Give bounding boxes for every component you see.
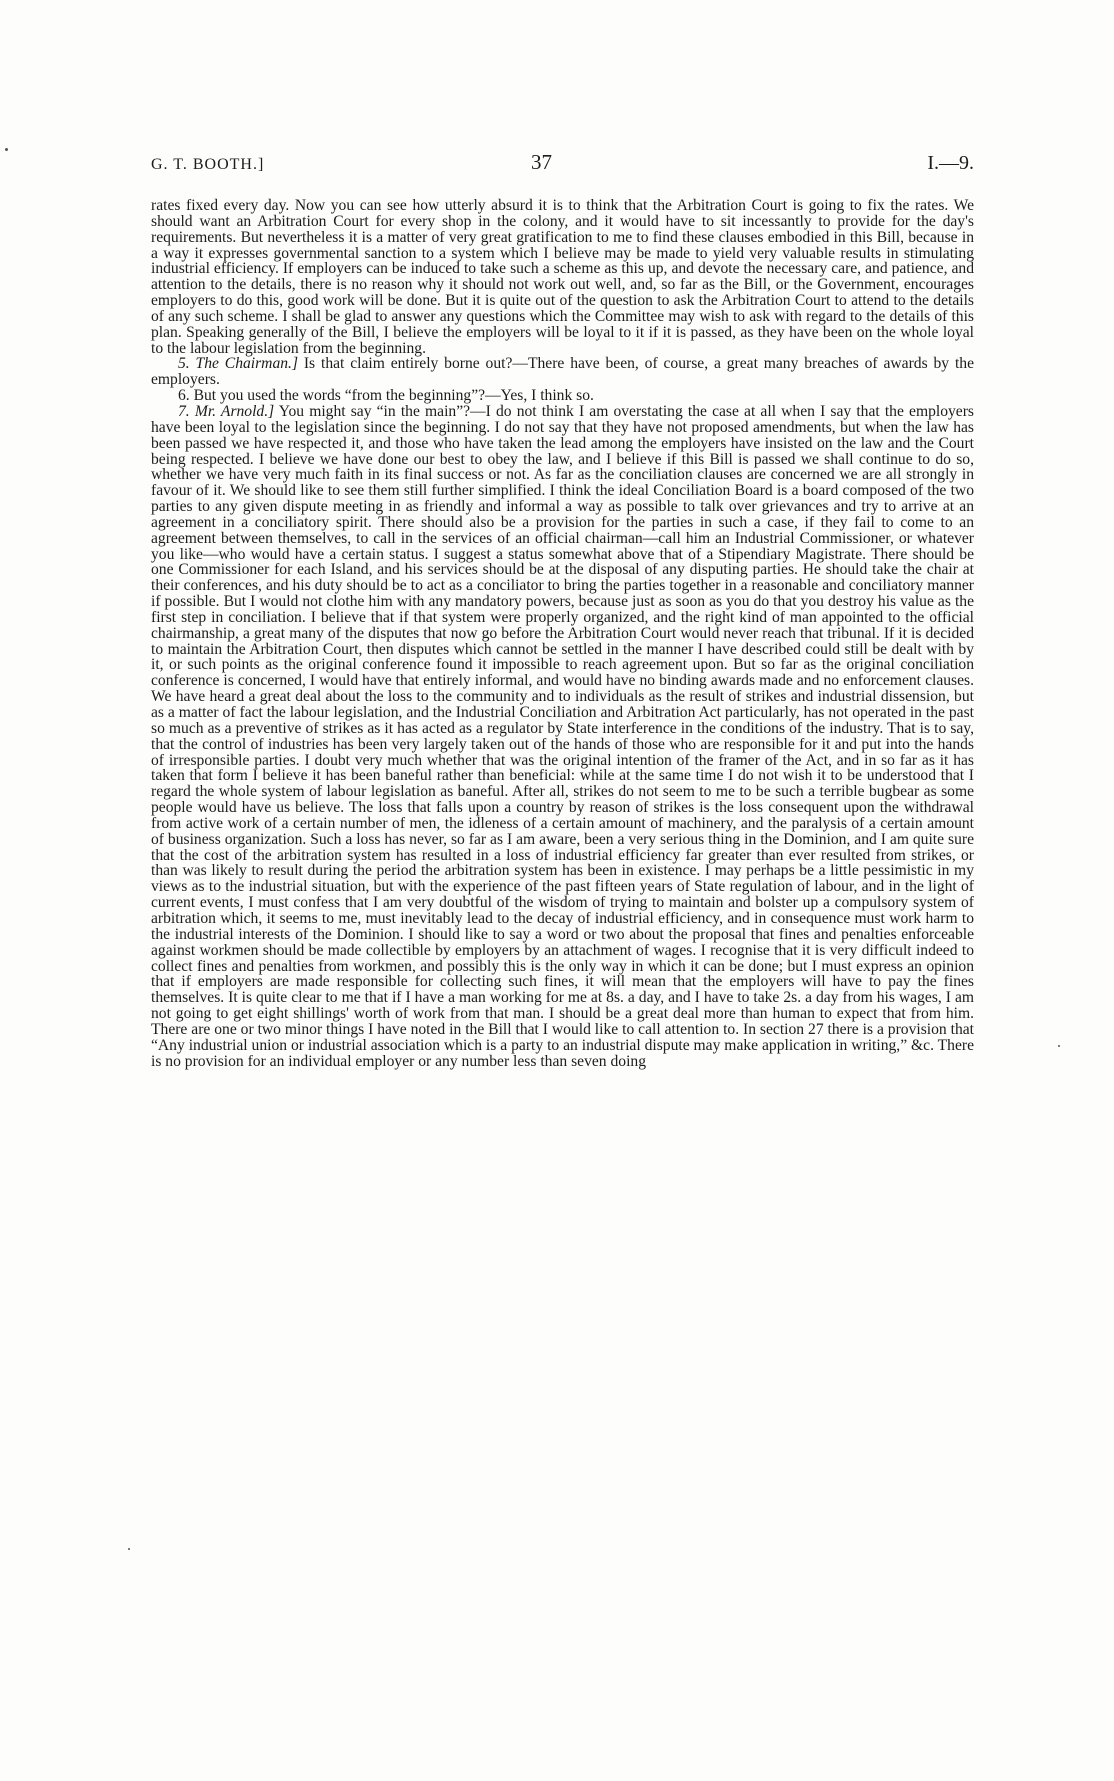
paragraph-text: You might say “in the main”?—I do not think I am overstating the case at all when I say that the employers have been loyal to the legislation since the beginning. I do not say that they have not proposed amendments, but when the law has been passed we have respected it, and those who have taken the lead among the employers have insisted on the law and the Court being respected. I believe we have done our best to obey the law, and I believe if this Bill is passed we shall continue to do so, whether we have very much faith in its final success or not. As far as the conciliation clauses are concerned we are all strongly in favour of it. We should like to see them still further simplified. I think the ideal Conciliation Board is a board composed of the two parties to any given dispute meeting in as friendly and informal a way as possible to talk over grievances and try to arrive at an agreement in a conciliatory spirit. There should also be a provision for the parties in such a case, if they fail to come to an agreement between themselves, to call in the services of an official chairman—call him an Industrial Commissioner, or whatever you like—who would have a certain status. I suggest a status somewhat above that of a Stipendiary Magistrate. There should be one Commissioner for each Island, and his services should be at the disposal of any disputing parties. He should take the chair at their conferences, and his duty should be to act as a conciliator to bring the parties together in a reasonable and conciliatory manner if possible. But I would not clothe him with any mandatory powers, because just as soon as you do that you destroy his value as the first step in conciliation. I believe that if that system were properly organized, and the right kind of man appointed to the official chairmanship, a great many of the disputes that now go before the Arbitration Court would never reach that tribunal. If it is decided to maintain the Arbitration Court, then disputes which cannot be settled in the manner I have described could still be dealt with by it, or such points as the original conference found it impossible to reach agreement upon. But so far as the original conciliation conference is concerned, I would have that entirely informal, and would have no binding awards made and no enforcement clauses. We have heard a great deal about the loss to the community and to individuals as the result of strikes and industrial dissension, but as a matter of fact the labour legislation, and the Industrial Conciliation and Arbitration Act particularly, has not operated in the past so much as a preventive of strikes as it has acted as a regulator by State interference in the conditions of the industry. That is to say, that the control of industries has been very largely taken out of the hands of those who are responsible for it and put into the hands of irresponsible parties. I doubt very much whether that was the original intention of the framer of the Act, and in so far as it has taken that form I believe it has been baneful rather than beneficial: while at the same time I do not wish it to be understood that I regard the whole system of labour legislation as baneful. After all, strikes do not seem to me to be such a terrible bugbear as some people would have us believe. The loss that falls upon a country by reason of strikes is the loss consequent upon the withdrawal from active work of a certain number of men, the idleness of a certain amount of machinery, and the paralysis of a certain amount of business organization. Such a loss has never, so far as I am aware, been a very serious thing in the Dominion, and I am quite sure that the cost of the arbitration system has resulted in a loss of industrial efficiency far greater than ever resulted from strikes, or than was likely to result during the period the arbitration system has been in existence. I may perhaps be a little pessimistic in my views as to the industrial situation, but with the experience of the past fifteen years of State regulation of labour, and in the light of current events, I must confess that I am very doubtful of the wisdom of trying to maintain and bolster up a compulsory system of arbitration which, it seems to me, must inevitably lead to the decay of industrial efficiency, and in consequence must work harm to the industrial interests of the Dominion. I should like to say a word or two about the proposal that fines and penalties enforceable against workmen should be made collectible by employers by an attachment of wages. I recognise that it is very difficult indeed to collect fines and penalties from workmen, and possibly this is the only way in which it can be done; but I must express an opinion that if employers are made responsible for collecting such fines, it will mean that the employers will have to pay the fines themselves. It is quite clear to me that if I have a man working for me at 8s. a day, and I have to take 2s. a day from his wages, I am not going to get eight shillings' worth of work from that man. I should be a great deal more than human to expect that from him. There are one or two minor things I have noted in the Bill that I would like to call attention to. In section 27 there is a provision that “Any industrial union or industrial association which is a party to an industrial dispute may make application in writing,” &c. There is no provision for an individual employer or any number less than seven doing [151, 402, 974, 1070]
speaker-lead: 5. The Chairman.] [178, 355, 299, 373]
paragraph-text: Is that claim entirely borne out?—There have been, of course, a great many breaches of awards by the employers. [151, 355, 974, 389]
paragraph-question-6 [151, 388, 974, 404]
speaker-lead: 7. Mr. Arnold.] [178, 402, 275, 420]
paragraph-continuation [151, 198, 974, 356]
paragraph-question-5 [151, 356, 974, 388]
page-header [151, 150, 974, 180]
document-reference: I.—9. [927, 152, 974, 174]
scan-speck [128, 1548, 130, 1550]
scan-speck [1058, 1045, 1060, 1047]
page-number: 37 [531, 150, 552, 174]
running-head-author: G. T. BOOTH.] [151, 156, 265, 173]
paragraph-text: rates fixed every day. Now you can see how utterly absurd it is to think that the Arbitration Court is going to fix the rates. We should want an Arbitration Court for every shop in the colony, and it would have to sit incessantly to provide for the day's requirements. But nevertheless it is a matter of very great gratification to me to find these clauses embodied in this Bill, because in a way it expresses governmental sanction to a system which I believe may be made to yield very valuable results in stimulating industrial efficiency. If employers can be induced to take such a scheme as this up, and devote the necessary care, and patience, and attention to the details, there is no reason why it should not work out well, and, so far as the Bill, or the Government, encourages employers to do this, good work will be done. But it is quite out of the question to ask the Arbitration Court to attend to the details of any such scheme. I shall be glad to answer any questions which the Committee may wish to ask with regard to the details of this plan. Speaking generally of the Bill, I believe the employers will be loyal to it if it is passed, as they have been on the whole loyal to the labour legislation from the beginning. [151, 197, 974, 357]
scan-speck [5, 148, 8, 151]
paragraph-text: 6. But you used the words “from the beginning”?—Yes, I think so. [178, 387, 594, 405]
paragraph-question-7 [151, 404, 974, 1069]
body-text [151, 198, 974, 1069]
